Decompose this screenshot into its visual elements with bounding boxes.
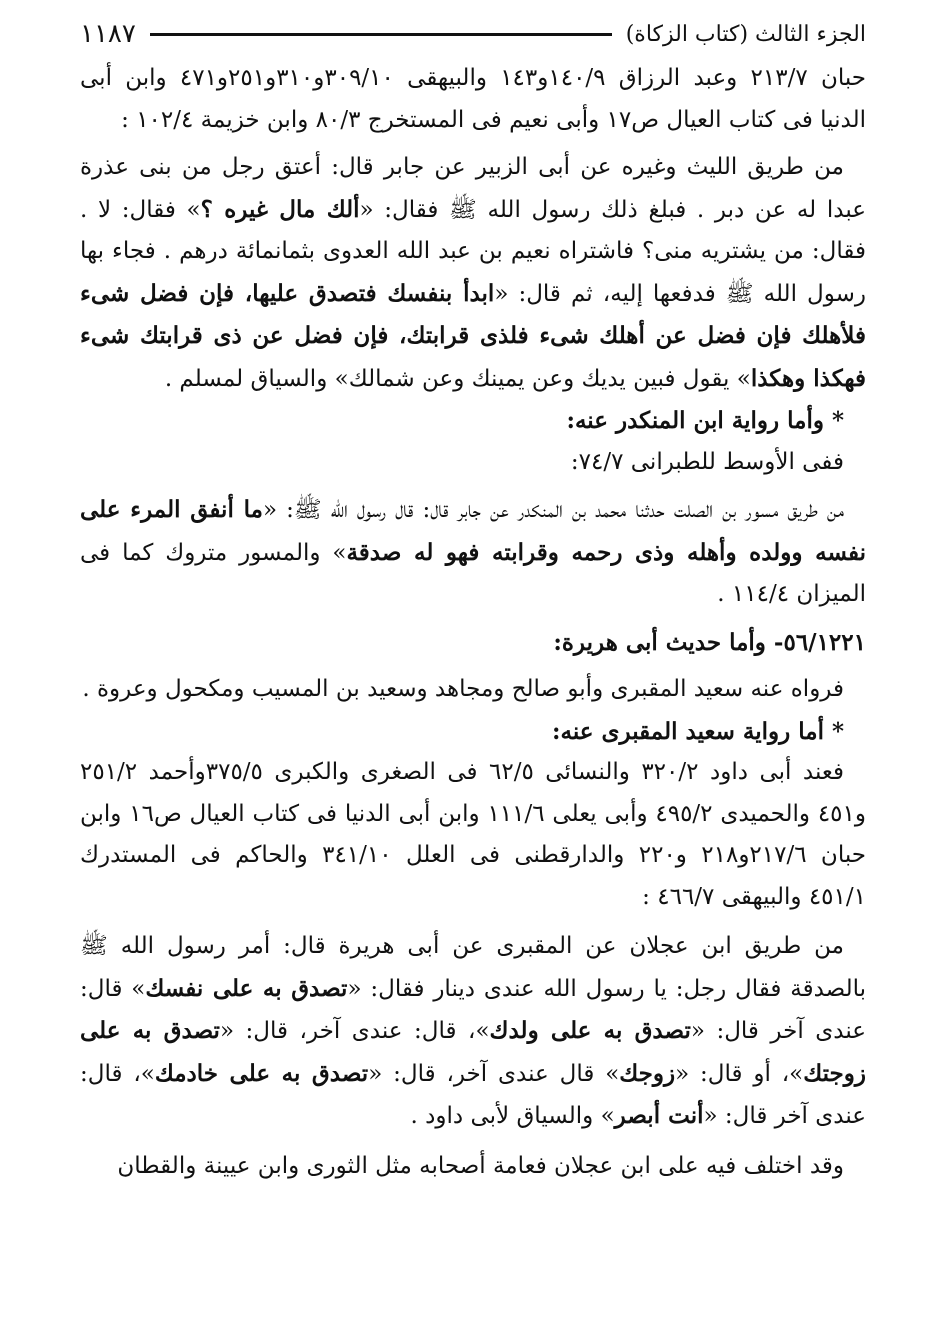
header-rule — [150, 33, 612, 36]
hadith-quote: ابدأ بنفسك فتصدق عليها، فإن فضل شىء فلأهلك فإن فضل عن أهلك شىء فلذى قرابتك، فإن فضل عن ذى قرابتك شىء فهكذا وهكذا — [80, 279, 866, 392]
page-header — [80, 10, 866, 58]
paragraph-citations-2: فعند أبى داود ٣٢٠/٢ والنسائى ٦٢/٥ فى الصغرى والكبرى ٣٧٥/٥وأحمد ٢٥١/٢ و٤٥١ والحميدى ٤٩٥/٢ وأبى يعلى ١١١/٦ وابن أبى الدنيا فى كتاب العيال ص١٦ وابن حبان ٢١٧/٦و٢١٨ و٢٢٠ والدارقطنى فى العلل ٣٤١/١٠ والحاكم فى المستدرك ٤٥١/١ والبيهقى ٤٦٦/٧ : — [80, 759, 866, 910]
section-heading-maqburi: * أما رواية سعيد المقبرى عنه: — [552, 717, 844, 745]
hadith-quote: زوجك — [619, 1059, 676, 1087]
text-segment: »، قال: عندى آخر، قال: « — [219, 1018, 490, 1044]
text-segment: »، قال: عندى آخر قال: « — [80, 1060, 866, 1129]
text-segment: » قال: عندى آخر قال: « — [80, 975, 866, 1044]
paragraph-hadith-jabir — [80, 147, 866, 400]
hadith-quote: تصدق به على ولدك — [489, 1017, 691, 1044]
hadith-quote: ألك مال غيره ؟ — [200, 195, 360, 223]
paragraph-narrators: فرواه عنه سعيد المقبرى وأبو صالح ومجاهد وسعيد بن المسيب ومكحول وعروة . — [82, 676, 844, 702]
text-segment: من طريق مسور بن الصلت حدثنا محمد بن المنكدر عن جابر قال: قال رسول الله ﷺ: « — [262, 497, 845, 523]
running-header-title: الجزء الثالث (كتاب الزكاة) — [625, 21, 866, 47]
hadith-quote: تصدق به على زوجتك — [80, 1017, 866, 1087]
text-segment: » قال عندى آخر، قال: « — [368, 1060, 620, 1087]
text-segment: » والمسور متروك كما فى الميزان ١١٤/٤ . — [80, 539, 866, 607]
paragraph-ikhtilaf: وقد اختلف فيه على ابن عجلان فعامة أصحابه مثل الثورى وابن عيينة والقطان — [117, 1152, 844, 1179]
book-page — [80, 10, 866, 1310]
paragraph-hadith-ibn-ajlan — [80, 926, 866, 1138]
text-segment: » والسياق لأبى داود . — [410, 1103, 615, 1129]
paragraph-tabarani: ففى الأوسط للطبرانى ٧٤/٧: — [570, 448, 844, 475]
page-body — [80, 58, 866, 1187]
page-number: ١١٨٧ — [80, 19, 136, 49]
section-heading-ibn-munkadir: * وأما رواية ابن المنكدر عنه: — [566, 407, 844, 434]
paragraph-citations-1: حبان ٢١٣/٧ وعبد الرزاق ١٤٠/٩و١٤٣ والبيهقى ٣٠٩/١٠و٣١٠و٢٥١و٤٧١ وابن أبى الدنيا فى كتاب العيال ص١٧ وأبى نعيم فى المستخرج ٨٠/٣ وابن خزيمة ١٠٢/٤ : — [80, 65, 866, 133]
text-segment: من طريق الليث وغيره عن أبى الزبير عن جابر قال: أعتق رجل من بنى عذرة عبدا له عن دبر . فبلغ ذلك رسول الله ﷺ فقال: « — [80, 154, 866, 223]
text-segment: » يقول فبين يديك وعن يمينك وعن شمالك» والسياق لمسلم . — [164, 365, 751, 392]
text-segment: »، أو قال: « — [675, 1060, 804, 1087]
hadith-quote: أنت أبصر — [614, 1102, 704, 1129]
spacer — [80, 1138, 866, 1146]
hadith-quote: تصدق به على خادمك — [154, 1059, 369, 1087]
paragraph-hadith-musawwar — [80, 489, 866, 616]
hadith-quote: ما أنفق المرء على نفسه وولده وأهله وذى رحمه وقرابته فهو له صدقة — [80, 496, 866, 566]
spacer — [80, 918, 866, 926]
text-segment: » فقال: لا . فقال: من يشتريه منى؟ فاشتراه نعيم بن عبد الله العدوى بثمانمائة درهم . فجاء بها رسول الله ﷺ فدفعها إليه، ثم قال: « — [80, 196, 866, 307]
hadith-quote: تصدق به على نفسك — [145, 974, 348, 1002]
section-heading-abu-hurayra: ٥٦/١٢٢١- وأما حديث أبى هريرة: — [553, 628, 866, 656]
text-segment: من طريق ابن عجلان عن المقبرى عن أبى هريرة قال: أمر رسول الله ﷺ بالصدقة فقال رجل: يا رسول الله عندى دينار فقال: « — [80, 933, 867, 1002]
